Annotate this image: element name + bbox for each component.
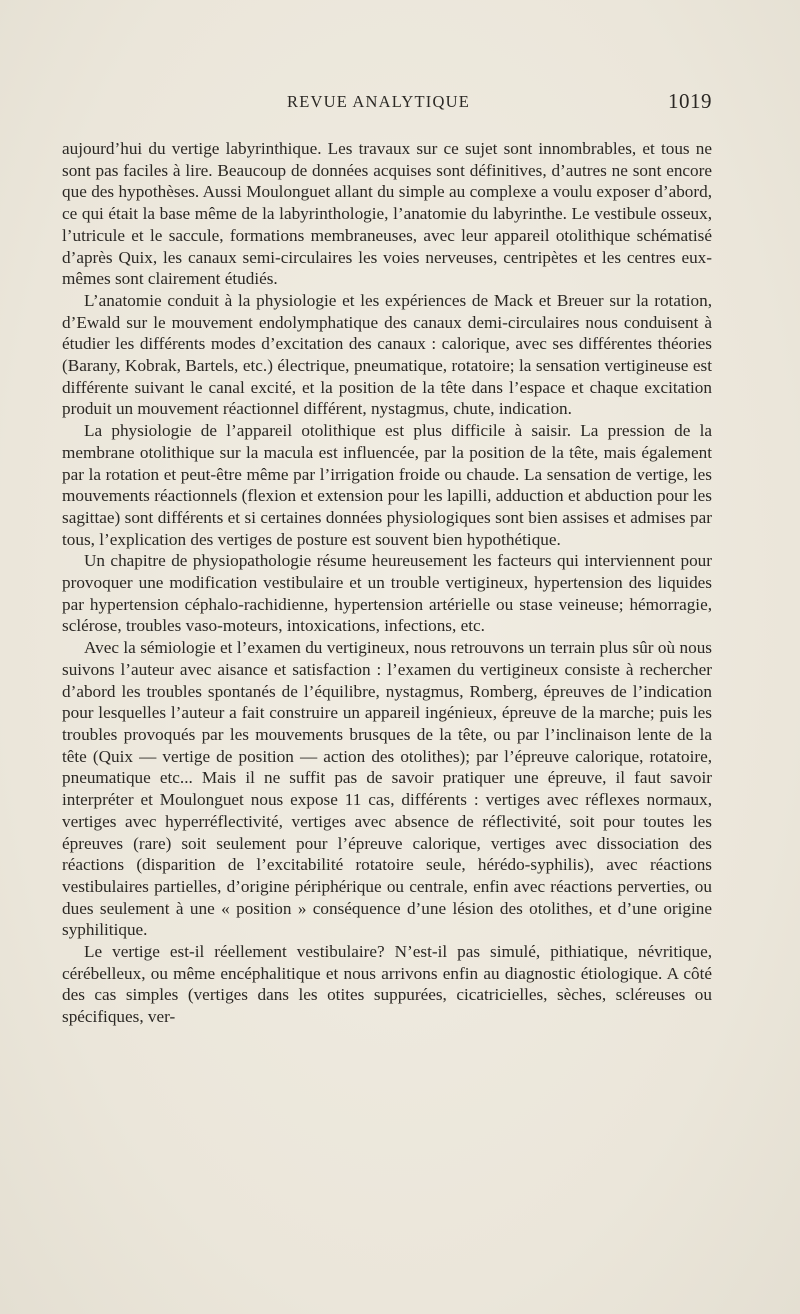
paragraph-physiology-otoliths: La physiologie de l’appareil otolithique est plus difficile à saisir. La pression de la membrane otolithique sur la macula est influencée, par la position de la tête, mais également par la rotation et peut-être même par l’irrigation froide ou chaude. La sensation de vertige, les mouvements réactionnels (flexion et extension pour les lapilli, adduction et abduction pour les sagittae) sont différents et si certaines données physiologiques sont bien assises et admises par tous, l’explication des vertiges de posture est souvent bien hypothétique. <box>62 421 712 549</box>
paragraph-physiopathology: Un chapitre de physiopathologie résume heureusement les facteurs qui interviennent pour provoquer une modification vestibulaire et un trouble vertigineux, hypertension des liquides par hypertension céphalo-rachidienne, hypertension artérielle ou stase veineuse; hémorragie, sclérose, troubles vaso-moteurs, intoxications, infections, etc. <box>62 551 712 636</box>
paragraph-semiology: Avec la sémiologie et l’examen du vertigineux, nous retrouvons un terrain plus sûr où nous suivons l’auteur avec aisance et satisfaction : l’examen du vertigineux consiste à rechercher d’abord les troubles spontanés de l’équilibre, nystagmus, Romberg, épreuves de l’indication pour lesquelles l’auteur a fait construire un appareil ingénieux, épreuve de la marche; puis les troubles provoqués par les mouvements brusques de la tête, ou par l’inclinaison lente de la tête (Quix — vertige de position — action des otolithes); par l’épreuve calorique, rotatoire, pneumatique etc... Mais il ne suffit pas de savoir pratiquer une épreuve, il faut savoir interpréter et Moulonguet nous expose 11 cas, différents : vertiges avec réflexes normaux, vertiges avec hyperréflectivité, vertiges avec absence de réflectivité, soit pour toutes les épreuves (rare) soit seulement pour l’épreuve calorique, vertiges avec dissociation des réactions (disparition de l’excitabilité rotatoire seule, hérédo-syphilis), avec réactions vestibulaires partielles, d’origine périphérique ou centrale, enfin avec réactions perverties, ou dues seulement à une « position » conséquence d’une lésion des otolithes, et d’une origine syphilitique. <box>62 638 712 940</box>
running-title: REVUE ANALYTIQUE <box>287 92 470 111</box>
page-number: 1019 <box>668 89 712 113</box>
paragraph-diagnosis: Le vertige est-il réellement vestibulaire? N’est-il pas simulé, pithiatique, névritique, cérébelleux, ou même encéphalitique et nous arrivons enfin au diagnostic étiologique. A côté des cas simples (vertiges dans les otites suppurées, cicatricielles, sèches, scléreuses ou spécifiques, ver- <box>62 942 712 1027</box>
paragraph-anatomy: aujourd’hui du vertige labyrinthique. Les travaux sur ce sujet sont innombrables, et tous ne sont pas faciles à lire. Beaucoup de données acquises sont définitives, d’autres ne sont encore que des hypothèses. Aussi Moulonguet allant du simple au complexe a voulu exposer d’abord, ce qui était la base même de la labyrinthologie, l’anatomie du labyrinthe. Le vestibule osseux, l’utricule et le saccule, formations membraneuses, avec leur appareil otolithique schématisé d’après Quix, les canaux semi-circulaires les voies nerveuses, centripètes et les centres eux-mêmes sont clairement étudiés. <box>62 139 712 289</box>
page-header <box>62 89 712 116</box>
article-body <box>62 138 712 1028</box>
paragraph-physiology-canals: L’anatomie conduit à la physiologie et les expériences de Mack et Breuer sur la rotation, d’Ewald sur le mouvement endolymphatique des canaux demi-circulaires nous conduisent à étudier les différents modes d’excitation des canaux : calorique, avec ses différentes théories (Barany, Kobrak, Bartels, etc.) électrique, pneumatique, rotatoire; la sensation vertigineuse est différente suivant le canal excité, et la position de la tête dans l’espace et chaque excitation produit un mouvement réactionnel différent, nystagmus, chute, indication. <box>62 290 712 419</box>
